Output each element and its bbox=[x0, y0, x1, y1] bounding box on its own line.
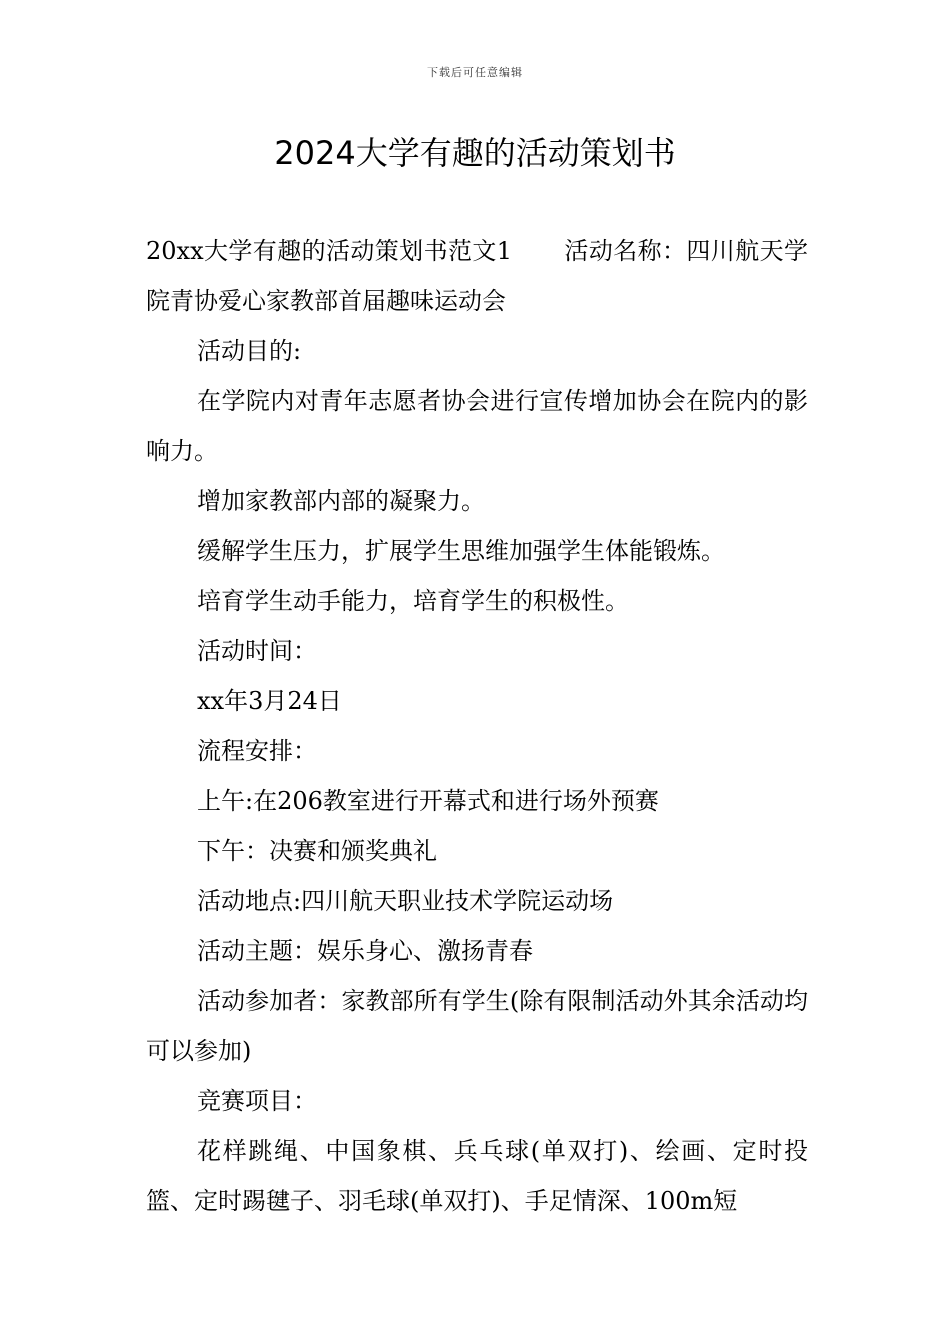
paragraph-purpose-3: 缓解学生压力，扩展学生思维加强学生体能锻炼。 bbox=[197, 537, 725, 565]
paragraph-purpose-4: 培育学生动手能力，培育学生的积极性。 bbox=[197, 587, 629, 615]
paragraph-schedule-morning: 上午:在206教室进行开幕式和进行场外预赛 bbox=[197, 787, 659, 815]
paragraph-purpose-2: 增加家教部内部的凝聚力。 bbox=[197, 487, 485, 515]
intro-lead: 20xx大学有趣的活动策划书范文1 bbox=[146, 237, 513, 265]
paragraph-events-list: 花样跳绳、中国象棋、兵乓球(单双打)、绘画、定时投篮、定时踢毽子、羽毛球(单双打)、手足情深、100m短 bbox=[146, 1137, 808, 1215]
paragraph-events-heading: 竞赛项目： bbox=[197, 1087, 317, 1115]
paragraph-schedule-afternoon: 下午：决赛和颁奖典礼 bbox=[197, 837, 437, 865]
document-title: 2024大学有趣的活动策划书 bbox=[274, 134, 676, 172]
intro-paragraph bbox=[146, 226, 808, 326]
paragraph-time-heading: 活动时间： bbox=[197, 637, 317, 665]
header-note: 下载后可任意编辑 bbox=[427, 66, 523, 79]
paragraph-schedule-heading: 流程安排： bbox=[197, 737, 317, 765]
intro-rest: 活动名称：四川航天学院青协爱心家教部首届趣味运动会 bbox=[146, 237, 808, 315]
paragraph-purpose-heading: 活动目的: bbox=[197, 337, 302, 365]
paragraph-time-value: xx年3月24日 bbox=[197, 687, 342, 715]
document-body bbox=[146, 226, 808, 1226]
paragraph-purpose-1: 在学院内对青年志愿者协会进行宣传增加协会在院内的影响力。 bbox=[146, 387, 808, 465]
paragraph-theme: 活动主题：娱乐身心、激扬青春 bbox=[197, 937, 533, 965]
paragraph-participants: 活动参加者：家教部所有学生(除有限制活动外其余活动均可以参加) bbox=[146, 987, 808, 1065]
paragraph-location: 活动地点:四川航天职业技术学院运动场 bbox=[197, 887, 614, 915]
